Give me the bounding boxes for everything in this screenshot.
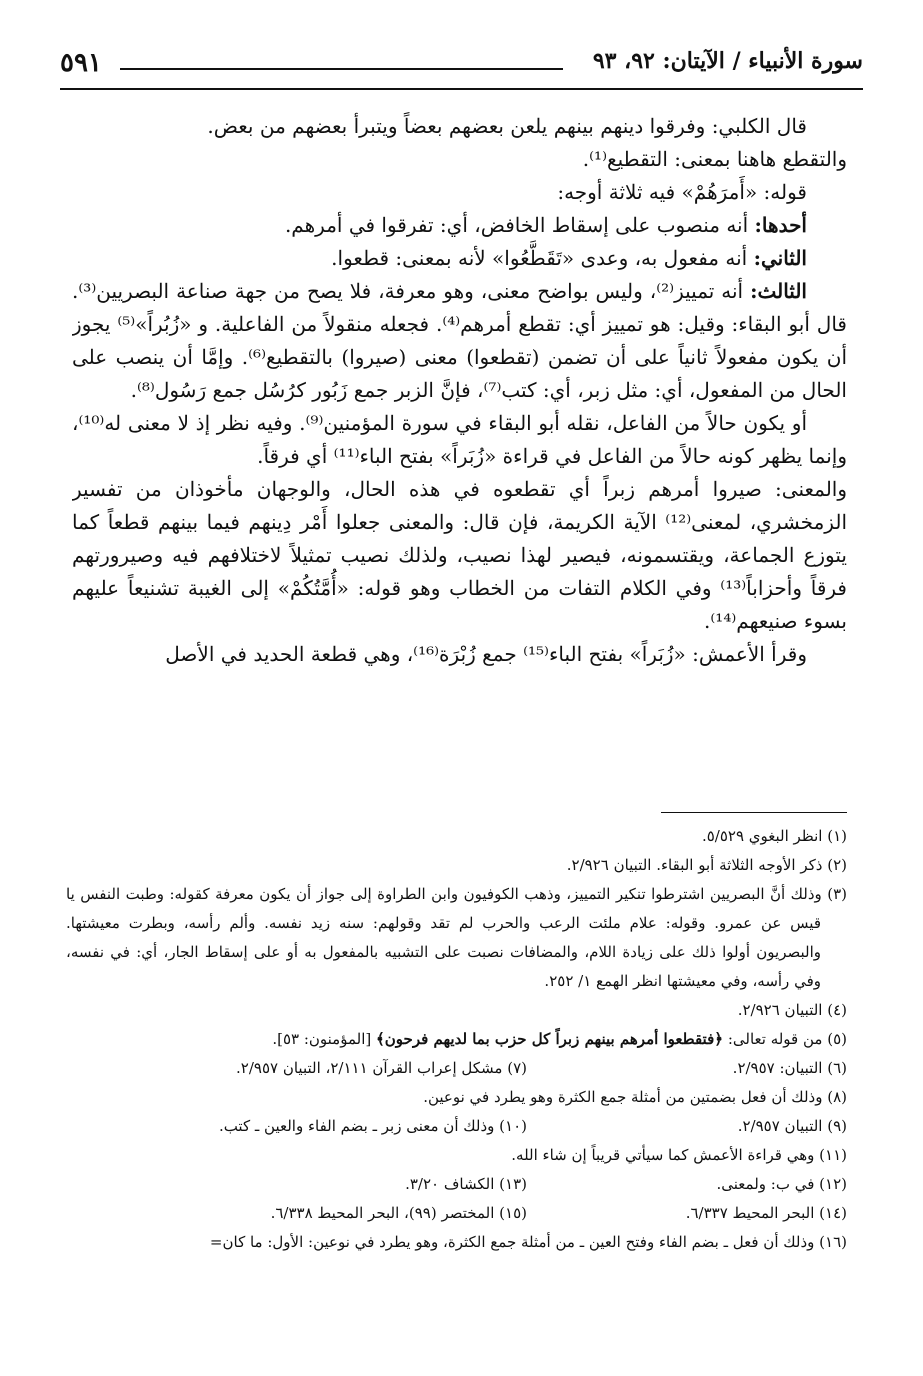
footnote-row — [66, 1199, 847, 1228]
footnote-separator — [661, 812, 847, 813]
footnote-text: [المؤمنون: ٥٣]. — [272, 1030, 376, 1048]
paragraph: والمعنى: صيروا أمرهم زبراً أي تقطعوه في هذه الحال، والوجهان مأخوذان من تفسير الزمخشري، لمعنى⁽¹²⁾ الآية الكريمة، فإن قال: والمعنى جعلوا أَمْر دِينهم فيما بينهم قطعاً كما يتوزع الجماعة، ويقتسمونه، فيصير لهذا نصيب، ولذلك نصيب تمثيلاً لاختلافهم فيه وصيرورتهم فرقاً وأحزاباً⁽¹³⁾ وفي الكلام التفات من الخطاب وهو قوله: «أُمَّتُكُمْ» إلى الغيبة تشنيعاً عليهم بسوء صنيعهم⁽¹⁴⁾. — [72, 477, 847, 633]
footnote — [66, 1025, 847, 1054]
paragraph-text: أنه مفعول به، وعدى «تَقَطَّعُوا» لأنه بمعنى: قطعوا. — [331, 246, 748, 270]
footnote: (٤) التبيان ٢/٩٢٦. — [737, 1001, 847, 1019]
footnote: (١٥) المختصر (٩٩)، البحر المحيط ٦/٣٣٨. — [270, 1204, 527, 1222]
footnote: (١٢) في ب: ولمعنى. — [716, 1175, 847, 1193]
footnote: (١١) وهي قراءة الأعمش كما سيأتي قريباً إن شاء الله. — [511, 1146, 847, 1164]
footnote: (٦) التبيان: ٢/٩٥٧. — [732, 1059, 847, 1077]
footnote-text: (٥) من قوله تعالى: — [723, 1030, 847, 1048]
footnote: (١) انظر البغوي ٥/٥٢٩. — [701, 827, 847, 845]
footnote-row — [66, 1054, 847, 1083]
footnote-row — [66, 1170, 847, 1199]
quran-verse: ﴿فتقطعوا أمرهم بينهم زبراً كل حزب بما لديهم فرحون﴾ — [376, 1030, 724, 1048]
footnote: (١٠) وذلك أن معنى زبر ـ بضم الفاء والعين ـ كتب. — [218, 1117, 527, 1135]
header-bottom-rule — [60, 88, 863, 90]
bold-lead: الثاني: — [753, 246, 807, 270]
page-header — [60, 48, 863, 88]
main-text — [72, 110, 847, 790]
paragraph-text: أنه منصوب على إسقاط الخافض، أي: تفرقوا في أمرهم. — [284, 213, 749, 237]
footnote: (٣) وذلك أنَّ البصريين اشترطوا تنكير التمييز، وذهب الكوفيون وابن الطراوة إلى جواز أن يكون معرفة كقوله: وطبت النفس يا قيس عن عمرو. وقوله: علام ملئت الرعب والحرب لم تقد وقولهم: سنه زيد نفسه. وألم رأسه، وبطرت معيشتها. والبصريون أولوا ذلك على زيادة اللام، والمضافات نصبت على التشبيه بالمفعول به أو على إسقاط الجار، أي: في نفسه، وفي رأسه، وفي معيشتها انظر الهمع ١/ ٢٥٢. — [66, 885, 847, 990]
footnote: (١٦) وذلك أن فعل ـ بضم الفاء وفتح العين ـ من أمثلة جمع الكثرة، وهو يطرد في نوعين: الأول: ما كان= — [209, 1233, 847, 1251]
header-rule — [120, 68, 563, 70]
page-number: ٥٩١ — [60, 48, 102, 78]
footnotes — [66, 822, 847, 1322]
footnote: (٩) التبيان ٢/٩٥٧. — [737, 1117, 847, 1135]
paragraph: وقرأ الأعمش: «زُبَراً» بفتح الباء⁽¹⁵⁾ جمع زُبْرَة⁽¹⁶⁾، وهي قطعة الحديد في الأصل — [165, 642, 807, 666]
footnote: (٢) ذكر الأوجه الثلاثة أبو البقاء. التبيان ٢/٩٢٦. — [566, 856, 847, 874]
footnote: (٨) وذلك أن فعل بضمتين من أمثلة جمع الكثرة وهو يطرد في نوعين. — [423, 1088, 847, 1106]
bold-lead: الثالث: — [750, 279, 807, 303]
paragraph: والتقطع هاهنا بمعنى: التقطيع⁽¹⁾. — [582, 147, 847, 171]
running-title: سورة الأنبياء / الآيتان: ٩٢، ٩٣ — [592, 48, 863, 74]
paragraph: أو يكون حالاً من الفاعل، نقله أبو البقاء في سورة المؤمنين⁽⁹⁾. وفيه نظر إذ لا معنى له⁽¹⁰⁾، وإنما يظهر كونه حالاً من الفاعل في قراءة «زُبَراً» بفتح الباء⁽¹¹⁾ أي فرقاً. — [72, 411, 847, 468]
paragraph — [72, 242, 847, 275]
footnote: (٧) مشكل إعراب القرآن ٢/١١١، التبيان ٢/٩٥٧. — [236, 1059, 527, 1077]
paragraph: قوله: «أَمرَهُمْ» فيه ثلاثة أوجه: — [557, 180, 807, 204]
paragraph — [72, 209, 847, 242]
paragraph — [72, 275, 847, 407]
paragraph-text: أنه تمييز⁽²⁾، وليس بواضح معنى، وهو معرفة، فلا يصح من جهة صناعة البصريين⁽³⁾. قال أبو البقاء: وقيل: هو تمييز أي: تقطع أمرهم⁽⁴⁾. فجعله منقولاً من الفاعلية. و «زُبُراً»⁽⁵⁾ يجوز أن يكون مفعولاً ثانياً على أن تضمن (تقطعوا) معنى (صيروا) بالتقطيع⁽⁶⁾. وإمَّا أن ينصب على الحال من المفعول، أي: مثل زبر، أي: كتب⁽⁷⁾، فإنَّ الزبر جمع زَبُور كرُسُل جمع رَسُول⁽⁸⁾. — [72, 279, 847, 402]
paragraph: قال الكلبي: وفرقوا دينهم بينهم يلعن بعضهم بعضاً ويتبرأ بعضهم من بعض. — [207, 114, 807, 138]
footnote: (١٤) البحر المحيط ٦/٣٣٧. — [685, 1204, 847, 1222]
footnote: (١٣) الكشاف ٣/٢٠. — [405, 1175, 527, 1193]
bold-lead: أحدها: — [754, 213, 807, 237]
footnote-row — [66, 1112, 847, 1141]
